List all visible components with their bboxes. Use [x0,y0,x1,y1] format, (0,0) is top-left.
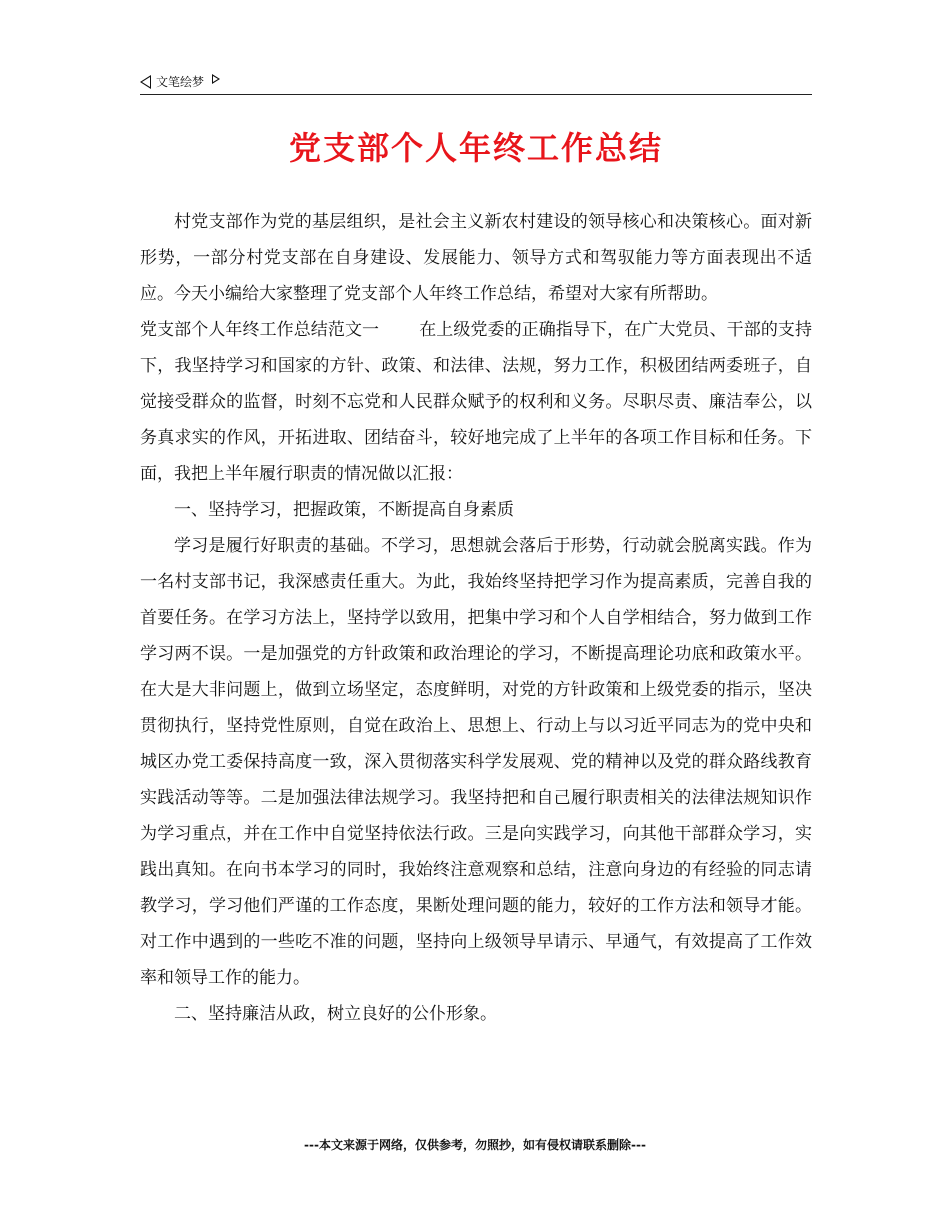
document-title: 党支部个人年终工作总结 [288,129,663,167]
document-body [140,204,812,1032]
intro-paragraph: 村党支部作为党的基层组织，是社会主义新农村建设的领导核心和决策核心。面对新形势，一部分村党支部在自身建设、发展能力、领导方式和驾驭能力等方面表现出不适应。今天小编给大家整理了党支部个人年终工作总结，希望对大家有所帮助。 [140,212,812,304]
sample-body: 在上级党委的正确指导下，在广大党员、干部的支持下，我坚持学习和国家的方针、政策、和法律、法规，努力工作，积极团结两委班子，自觉接受群众的监督，时刻不忘党和人民群众赋予的权利和义务。尽职尽责、廉洁奉公，以务真求实的作风，开拓进取、团结奋斗，较好地完成了上半年的各项工作目标和任务。下面，我把上半年履行职责的情况做以汇报： [140,320,813,484]
section-2-title: 二、坚持廉洁从政，树立良好的公仆形象。 [174,1004,497,1024]
section-1-body: 学习是履行好职责的基础。不学习，思想就会落后于形势，行动就会脱离实践。作为一名村支部书记，我深感责任重大。为此，我始终坚持把学习作为提高素质，完善自我的首要任务。在学习方法上，坚持学以致用，把集中学习和个人自学相结合，努力做到工作学习两不误。一是加强党的方针政策和政治理论的学习，不断提高理论功底和政策水平。在大是大非问题上，做到立场坚定，态度鲜明，对党的方针政策和上级党委的指示，坚决贯彻执行，坚持党性原则，自觉在政治上、思想上、行动上与以习近平同志为的党中央和城区办党工委保持高度一致，深入贯彻落实科学发展观、党的精神以及党的群众路线教育实践活动等等。二是加强法律法规学习。我坚持把和自己履行职责相关的法律法规知识作为学习重点，并在工作中自觉坚持依法行政。三是向实践学习，向其他干部群众学习，实践出真知。在向书本学习的同时，我始终注意观察和总结，注意向身边的有经验的同志请教学习，学习他们严谨的工作态度，果断处理问题的能力，较好的工作方法和领导才能。对工作中遇到的一些吃不准的问题，坚持向上级领导早请示、早通气，有效提高了工作效率和领导工作的能力。 [140,536,812,988]
triangle-right-icon [212,74,220,84]
brand [140,72,220,92]
section-1-title: 一、坚持学习，把握政策，不断提高自身素质 [174,500,514,520]
page-header [140,72,812,95]
sample-heading: 党支部个人年终工作总结范文一 [140,320,380,340]
sample-paragraph [140,312,812,492]
brand-text: 文笔绘梦 [156,75,205,89]
triangle-left-icon [140,75,151,89]
footer-disclaimer: ---本文来源于网络，仅供参考，勿照抄，如有侵权请联系删除--- [304,1138,646,1152]
